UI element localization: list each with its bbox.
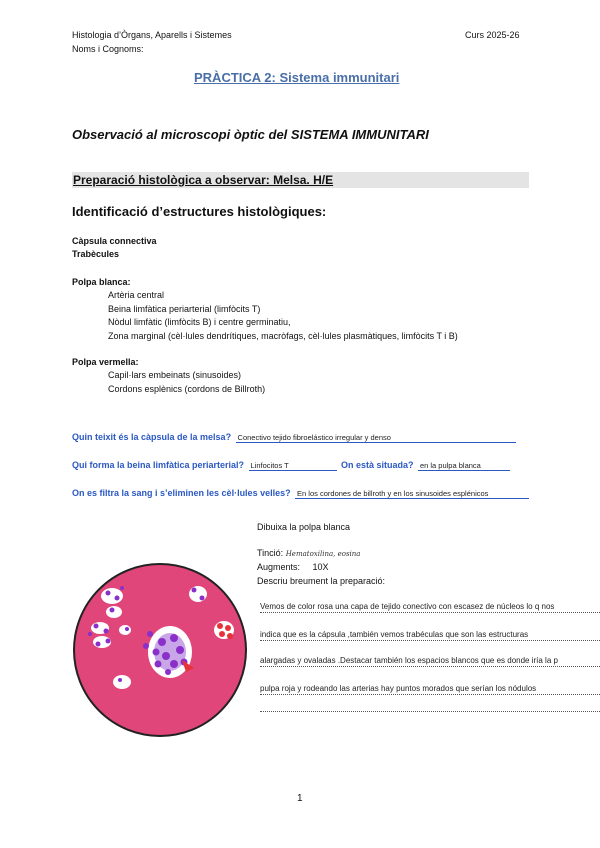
trabecules-label: Trabècules [72, 249, 120, 259]
magnification-value: 10X [312, 562, 329, 572]
red-cell-cluster [214, 621, 234, 639]
question-text: Quin teixit és la càpsula de la melsa? [72, 432, 232, 442]
magnification-label: Augments: [257, 562, 301, 572]
section-subtitle: Observació al microscopi òptic del SISTEMA IMMUNITARI [72, 127, 429, 142]
question-capsule [72, 427, 516, 445]
description-line[interactable]: pulpa roja y rodeando las arterias hay puntos morados que serían los nódulos [260, 684, 600, 695]
answer-field[interactable]: Linfocitos T [249, 461, 337, 471]
red-pulp-label: Polpa vermella: [72, 357, 139, 367]
stain-row [257, 548, 360, 558]
magnification-row [257, 562, 329, 572]
white-pulp-item: Beina limfàtica periarterial (limfòcits T) [108, 304, 261, 314]
description-line[interactable]: indica que es la cápsula ,también vemos trabéculas que son las estructuras [260, 630, 600, 641]
white-pulp-item: Zona marginal (cèl·lules dendrítiques, macròfags, cèl·lules plasmàtiques, limfòcits T i B) [108, 331, 458, 341]
spleen-drawing [70, 560, 250, 740]
description-label: Descriu breument la preparació: [257, 576, 386, 586]
preparation-bar [72, 172, 529, 188]
identification-heading: Identificació d’estructures histològiques: [72, 204, 327, 219]
description-line[interactable]: Vemos de color rosa una capa de tejido conectivo con escasez de núcleos lo q nos [260, 602, 600, 613]
names-label: Noms i Cognoms: [72, 44, 144, 54]
page-number: 1 [297, 793, 303, 804]
question-sheath [72, 455, 510, 473]
course-title: Histologia d’Òrgans, Aparells i Sistemes [72, 30, 232, 40]
white-pulp-label: Polpa blanca: [72, 277, 131, 287]
question-text: On es filtra la sang i s’eliminen les cèl·lules velles? [72, 488, 291, 498]
white-pulp-item: Nòdul limfàtic (limfòcits B) i centre germinatiu, [108, 317, 291, 327]
white-space-cluster [113, 675, 131, 689]
white-pulp-item: Artèria central [108, 290, 165, 300]
description-line[interactable]: alargadas y ovaladas .Destacar también los espacios blancos que es donde iría la p [260, 656, 600, 667]
answer-field[interactable]: En los cordones de billroth y en los sinusoides esplénicos [295, 489, 529, 499]
stain-label: Tinció: [257, 548, 284, 558]
drawing-heading: Dibuixa la polpa blanca [257, 522, 351, 532]
answer-field[interactable]: en la pulpa blanca [418, 461, 510, 471]
question-text: Qui forma la beina limfàtica periarterial? [72, 460, 245, 470]
preparation-label: Preparació histològica a observar: Melsa. H/E [73, 173, 334, 187]
red-pulp-item: Cordons esplènics (cordons de Billroth) [108, 384, 266, 394]
description-line[interactable] [260, 711, 600, 712]
question-filter [72, 483, 529, 501]
white-space-cluster [189, 586, 207, 602]
stain-value: Hematoxilina, eosina [285, 550, 361, 558]
course-year: Curs 2025-26 [465, 30, 520, 40]
capsule-label: Càpsula connectiva [72, 236, 157, 246]
question-text: On està situada? [340, 460, 414, 470]
page-title: PRÀCTICA 2: Sistema immunitari [194, 70, 400, 85]
red-pulp-item: Capil·lars embeinats (sinusoides) [108, 370, 242, 380]
answer-field[interactable]: Conectivo tejido fibroelástico irregular y denso [236, 433, 516, 443]
